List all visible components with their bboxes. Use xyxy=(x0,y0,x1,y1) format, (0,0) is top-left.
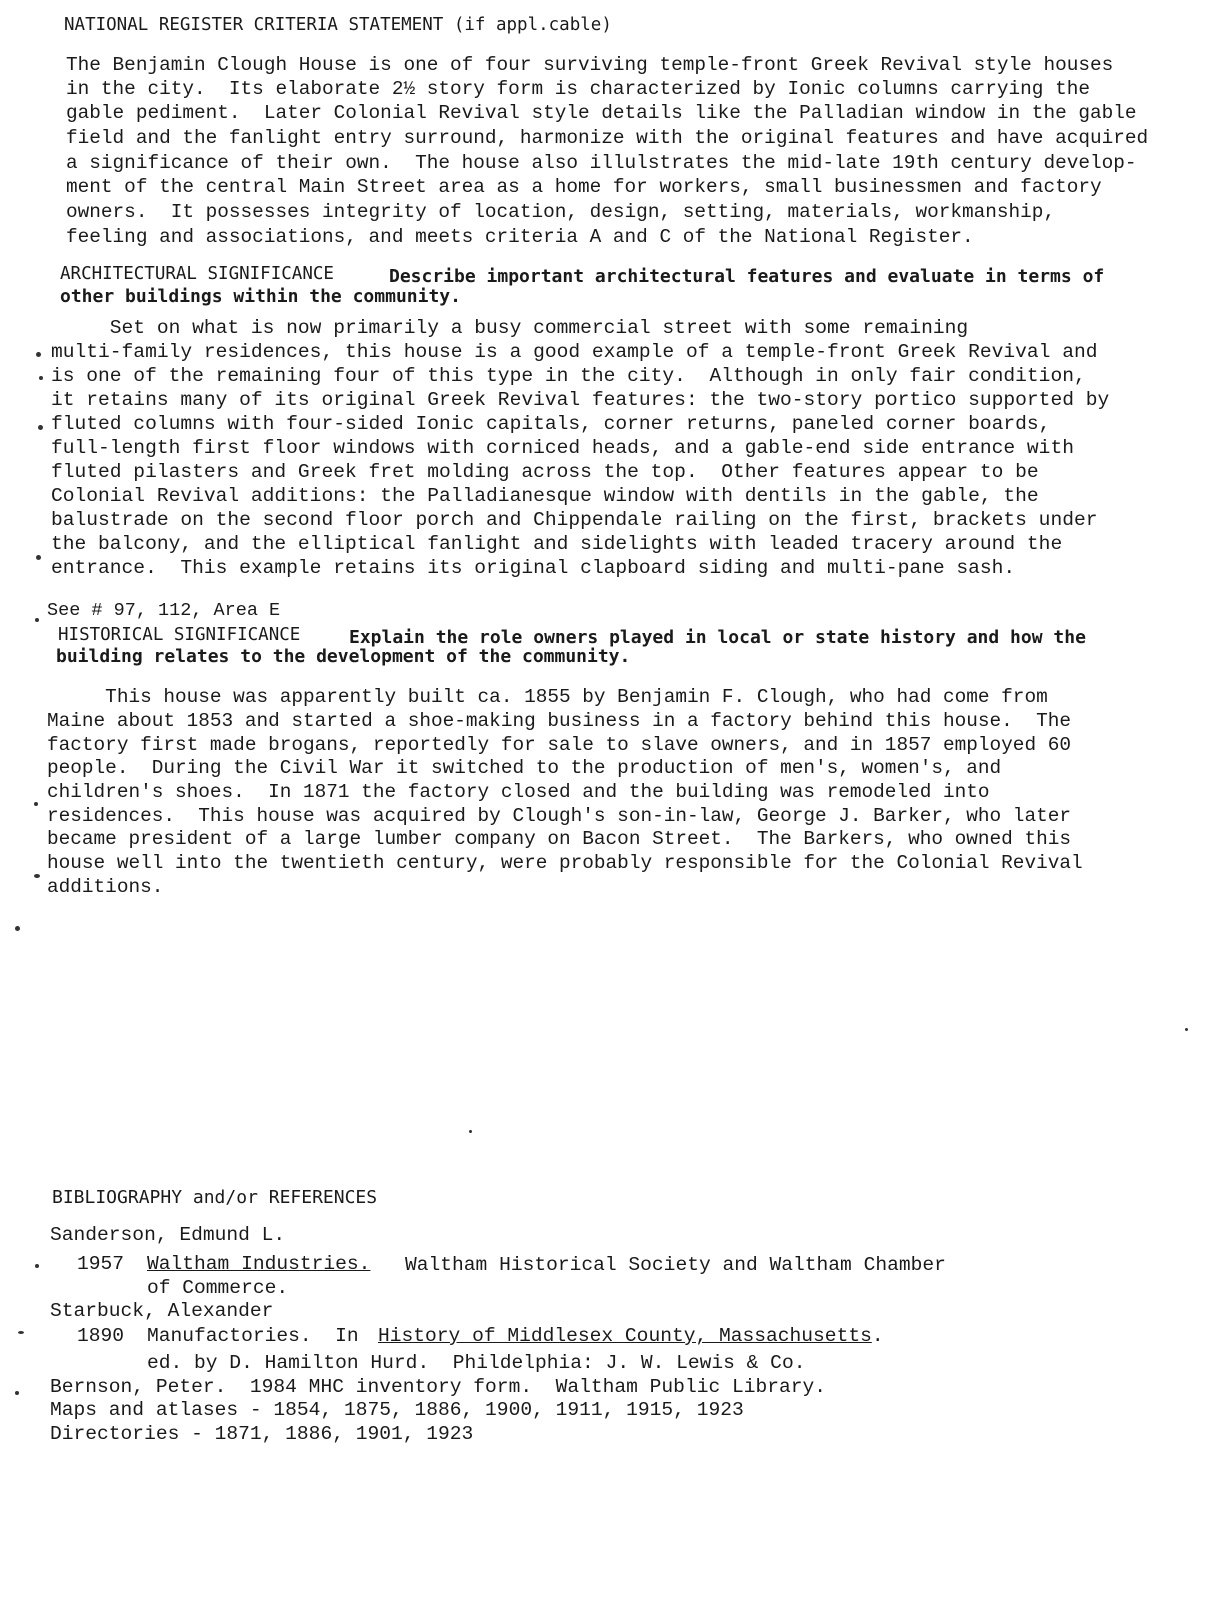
criteria-heading: NATIONAL REGISTER CRITERIA STATEMENT (if appl.cable) xyxy=(64,15,612,35)
scan-speck xyxy=(18,1331,24,1334)
scan-speck xyxy=(1185,1028,1188,1031)
criteria-line: ment of the central Main Street area as a home for workers, small businessmen and factory xyxy=(66,176,1102,198)
architectural-line: Colonial Revival additions: the Palladianesque window with dentils in the gable, the xyxy=(51,485,1039,507)
historical-prompt: building relates to the development of the community. xyxy=(56,646,631,667)
bibliography-title-period: . xyxy=(871,1325,884,1347)
architectural-line: entrance. This example retains its original clapboard siding and multi-pane sash. xyxy=(51,557,1016,579)
historical-line: became president of a large lumber company on Bacon Street. The Barkers, who owned this xyxy=(47,828,1071,850)
bibliography-title: Waltham Industries. xyxy=(147,1253,371,1275)
historical-line: residences. This house was acquired by Clough's son-in-law, George J. Barker, who later xyxy=(47,805,1071,827)
criteria-line: owners. It possesses integrity of location, design, setting, materials, workmanship, xyxy=(66,201,1056,223)
historical-heading: HISTORICAL SIGNIFICANCE xyxy=(58,625,301,645)
scan-speck xyxy=(15,926,20,931)
bibliography-entry: Directories - 1871, 1886, 1901, 1923 xyxy=(50,1423,474,1445)
architectural-line: fluted columns with four-sided Ionic capitals, corner returns, paneled corner boards, xyxy=(51,413,1051,435)
scan-speck xyxy=(469,1130,472,1133)
bibliography-heading: BIBLIOGRAPHY and/or REFERENCES xyxy=(52,1187,378,1208)
historical-prompt: Explain the role owners played in local or state history and how the xyxy=(349,627,1086,648)
scan-speck xyxy=(15,1391,19,1395)
bibliography-editor: ed. by D. Hamilton Hurd. Phildelphia: J. W. Lewis & Co. xyxy=(147,1352,806,1374)
bibliography-publisher: Waltham Historical Society and Waltham Chamber xyxy=(405,1254,946,1276)
bibliography-entry: Bernson, Peter. 1984 MHC inventory form. Waltham Public Library. xyxy=(50,1376,827,1398)
criteria-line: in the city. Its elaborate 2½ story form is characterized by Ionic columns carrying the xyxy=(66,78,1090,100)
criteria-line: field and the fanlight entry surround, harmonize with the original features and have acquired xyxy=(66,127,1149,149)
bibliography-book-title: History of Middlesex County, Massachusetts xyxy=(378,1325,872,1347)
architectural-line: multi-family residences, this house is a good example of a temple-front Greek Revival and xyxy=(51,341,1098,363)
architectural-line: full-length first floor windows with corniced heads, and a gable-end side entrance with xyxy=(51,437,1074,459)
architectural-line: Set on what is now primarily a busy commercial street with some remaining xyxy=(51,317,969,339)
architectural-prompt: other buildings within the community. xyxy=(60,286,461,307)
scan-speck xyxy=(36,555,41,560)
criteria-line: gable pediment. Later Colonial Revival style details like the Palladian window in the gable xyxy=(66,102,1137,124)
scan-speck xyxy=(38,425,43,430)
scan-speck xyxy=(35,1264,39,1268)
historical-line: children's shoes. In 1871 the factory closed and the building was remodeled into xyxy=(47,781,990,803)
criteria-line: a significance of their own. The house also illulstrates the mid-late 19th century develop- xyxy=(66,152,1137,174)
criteria-line: The Benjamin Clough House is one of four surviving temple-front Greek Revival style houses xyxy=(66,54,1114,76)
historical-line: factory first made brogans, reportedly for sale to slave owners, and in 1857 employed 60 xyxy=(47,734,1071,756)
bibliography-author: Sanderson, Edmund L. xyxy=(50,1224,286,1246)
scan-speck xyxy=(39,376,43,380)
historical-line: people. During the Civil War it switched to the production of men's, women's, and xyxy=(47,757,1002,779)
scan-speck xyxy=(36,352,41,357)
architectural-prompt: Describe important architectural features and evaluate in terms of xyxy=(389,266,1105,287)
bibliography-title xyxy=(378,1325,884,1347)
architectural-heading: ARCHITECTURAL SIGNIFICANCE xyxy=(60,264,334,284)
scan-speck xyxy=(35,618,39,622)
architectural-line: it retains many of its original Greek Revival features: the two-story portico supported by xyxy=(51,389,1110,411)
bibliography-entry: Maps and atlases - 1854, 1875, 1886, 1900, 1911, 1915, 1923 xyxy=(50,1399,744,1421)
historical-line: This house was apparently built ca. 1855 by Benjamin F. Clough, who had come from xyxy=(47,686,1048,708)
architectural-line: the balcony, and the elliptical fanlight and sidelights with leaded tracery around the xyxy=(51,533,1063,555)
bibliography-author: Starbuck, Alexander xyxy=(50,1300,274,1322)
historical-line: house well into the twentieth century, were probably responsible for the Colonial Revival xyxy=(47,852,1083,874)
architectural-line: balustrade on the second floor porch and Chippendale railing on the first, brackets under xyxy=(51,509,1098,531)
historical-line: additions. xyxy=(47,876,164,898)
bibliography-publisher: of Commerce. xyxy=(147,1277,289,1299)
scan-speck xyxy=(34,874,40,878)
see-also-note: See # 97, 112, Area E xyxy=(47,600,281,621)
bibliography-year: 1890 xyxy=(77,1325,125,1347)
architectural-line: is one of the remaining four of this type in the city. Although in only fair condition, xyxy=(51,365,1086,387)
architectural-line: fluted pilasters and Greek fret molding across the top. Other features appear to be xyxy=(51,461,1039,483)
criteria-line: feeling and associations, and meets criteria A and C of the National Register. xyxy=(66,226,974,248)
bibliography-year: 1957 xyxy=(77,1253,125,1275)
scan-speck xyxy=(34,802,38,806)
bibliography-article: Manufactories. In xyxy=(147,1325,359,1347)
historical-line: Maine about 1853 and started a shoe-making business in a factory behind this house. The xyxy=(47,710,1071,732)
